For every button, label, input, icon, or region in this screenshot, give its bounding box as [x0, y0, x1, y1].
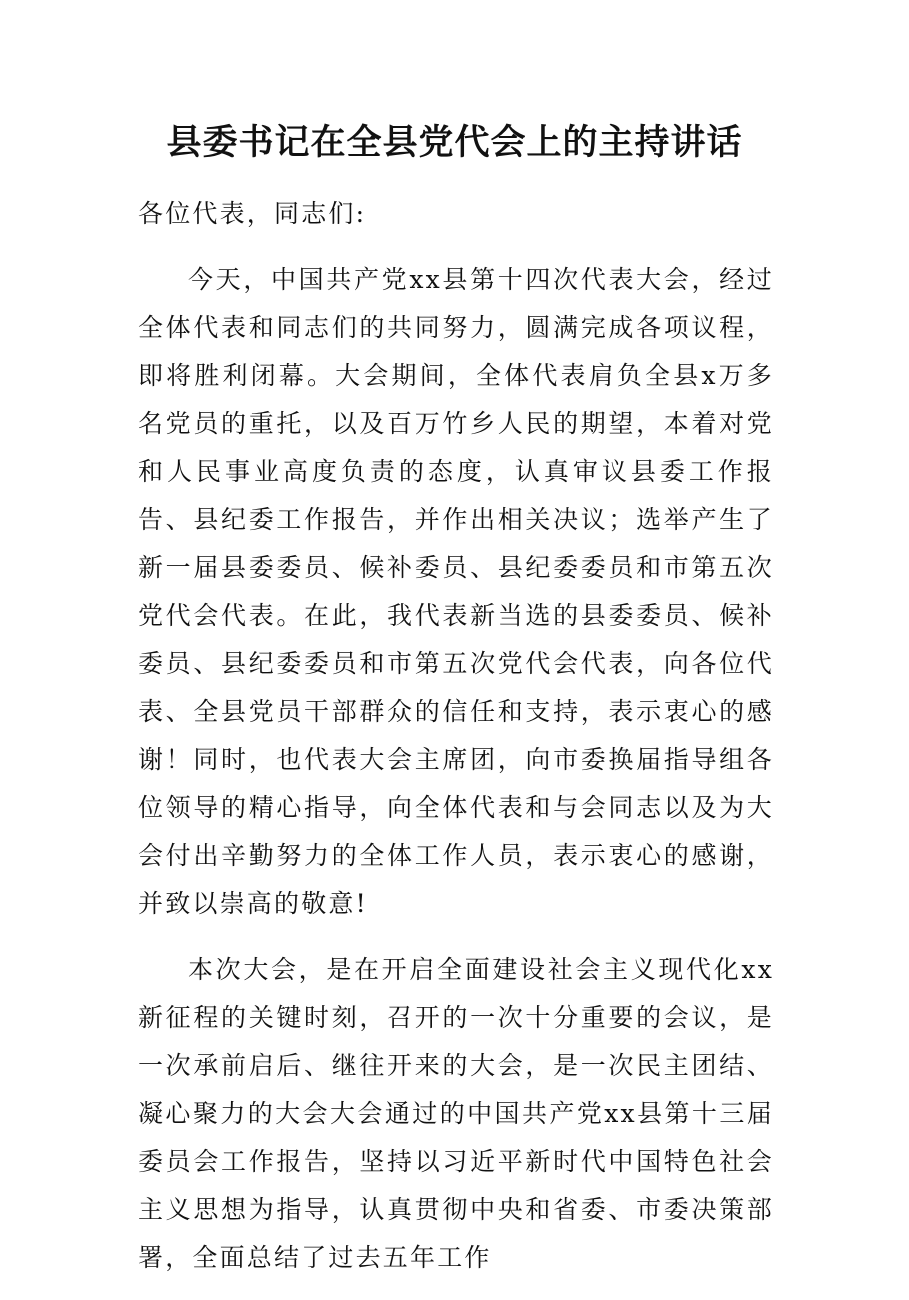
document-body — [138, 190, 774, 1300]
salutation: 各位代表，同志们: — [138, 199, 367, 228]
paragraph-1: 今天，中国共产党xx县第十四次代表大会，经过全体代表和同志们的共同努力，圆满完成各项议程，即将胜利闭幕。大会期间，全体代表肩负全县x万多名党员的重托，以及百万竹乡人民的期望，本着对党和人民事业高度负责的态度，认真审议县委工作报告、县纪委工作报告，并作出相关决议；选举产生了新一届县委委员、候补委员、县纪委委员和市第五次党代会代表。在此，我代表新当选的县委委员、候补委员、县纪委委员和市第五次党代会代表，向各位代表、全县党员干部群众的信任和支持，表示衷心的感谢！同时，也代表大会主席团，向市委换届指导组各位领导的精心指导，向全体代表和与会同志以及为大会付出辛勤努力的全体工作人员，表示衷心的感谢，并致以崇高的敬意! — [138, 265, 774, 918]
document-title: 县委书记在全县党代会上的主持讲话 — [166, 122, 743, 163]
paragraph-2: 本次大会，是在开启全面建设社会主义现代化xx新征程的关键时刻，召开的一次十分重要的会议，是一次承前启后、继往开来的大会，是一次民主团结、凝心聚力的大会大会通过的中国共产党xx县第十三届委员会工作报告，坚持以习近平新时代中国特色社会主义思想为指导，认真贯彻中央和省委、市委决策部署，全面总结了过去五年工作 — [138, 955, 774, 1272]
